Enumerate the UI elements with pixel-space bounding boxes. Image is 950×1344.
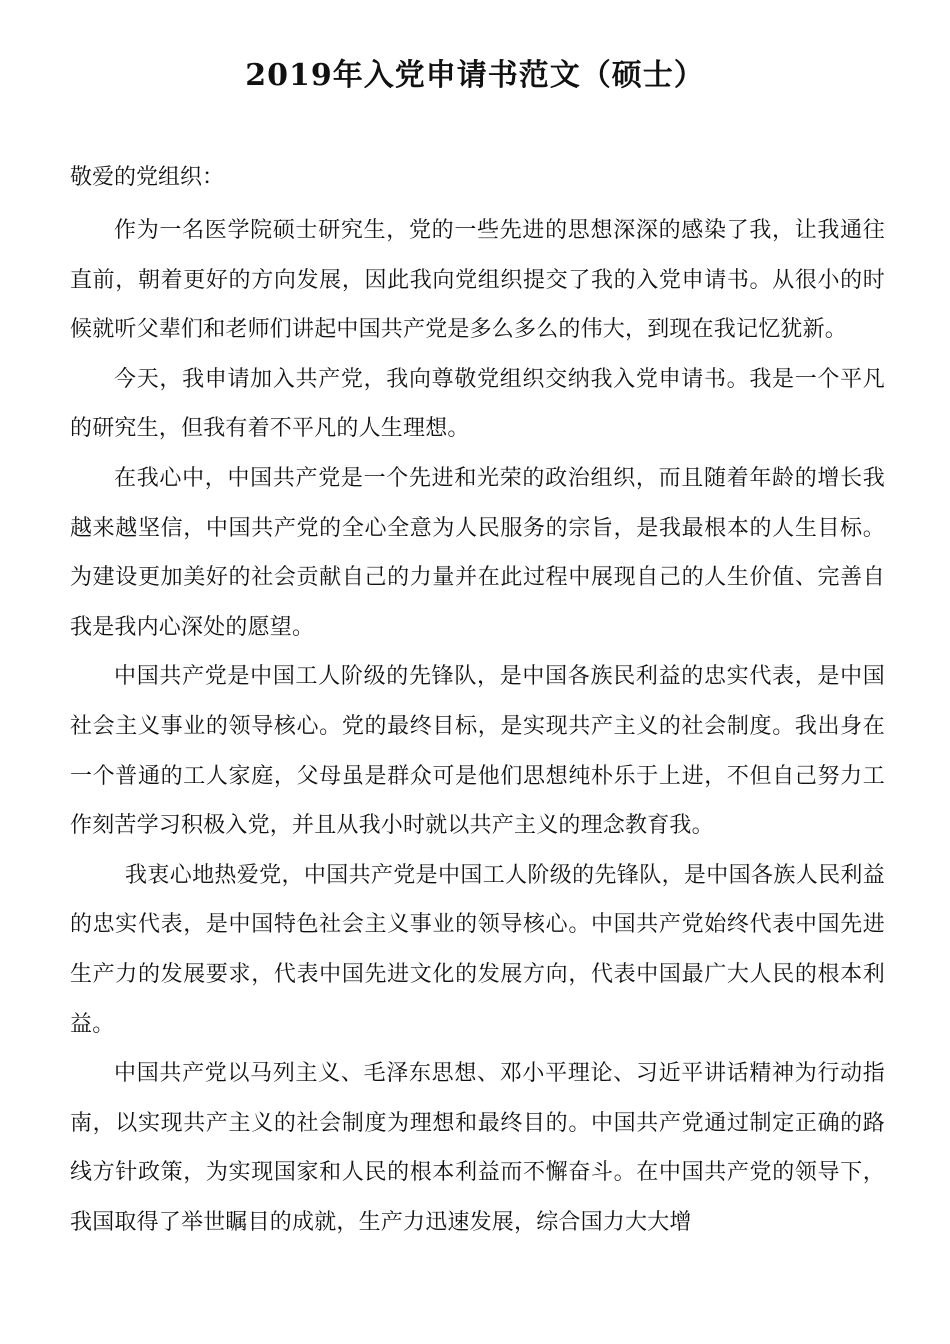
paragraph-1: 作为一名医学院硕士研究生，党的一些先进的思想深深的感染了我，让我通往直前，朝着更好的方向发展，因此我向党组织提交了我的入党申请书。从很小的时候就听父辈们和老师们讲起中国共产党是多么多么的伟大，到现在我记忆犹新。 — [70, 218, 885, 343]
paragraph-3: 在我心中，中国共产党是一个先进和光荣的政治组织，而且随着年龄的增长我越来越坚信，中国共产党的全心全意为人民服务的宗旨，是我最根本的人生目标。为建设更加美好的社会贡献自己的力量并在此过程中展现自己的人生价值、完善自我是我内心深处的愿望。 — [70, 465, 885, 640]
paragraph-2: 今天，我申请加入共产党，我向尊敬党组织交纳我入党申请书。我是一个平凡的研究生，但我有着不平凡的人生理想。 — [70, 366, 885, 442]
document-title: 2019年入党申请书范文（硕士） — [245, 58, 705, 93]
paragraph-5: 我衷心地热爱党，中国共产党是中国工人阶级的先锋队，是中国各族人民利益的忠实代表，是中国特色社会主义事业的领导核心。中国共产党始终代表中国先进生产力的发展要求，代表中国先进文化的发展方向，代表中国最广大人民的根本利益。 — [70, 862, 885, 1037]
paragraph-4: 中国共产党是中国工人阶级的先锋队，是中国各族民利益的忠实代表，是中国社会主义事业的领导核心。党的最终目标，是实现共产主义的社会制度。我出身在一个普通的工人家庭，父母虽是群众可是他们思想纯朴乐于上进，不但自己努力工作刻苦学习积极入党，并且从我小时就以共产主义的理念教育我。 — [70, 664, 885, 839]
salutation: 敬爱的党组织： — [70, 165, 225, 190]
paragraph-6: 中国共产党以马列主义、毛泽东思想、邓小平理论、习近平讲话精神为行动指南，以实现共产主义的社会制度为理想和最终目的。中国共产党通过制定正确的路线方针政策，为实现国家和人民的根本利益而不懈奋斗。在中国共产党的领导下，我国取得了举世瞩目的成就，生产力迅速发展，综合国力大大增 — [70, 1061, 885, 1235]
document-body — [70, 206, 885, 1247]
